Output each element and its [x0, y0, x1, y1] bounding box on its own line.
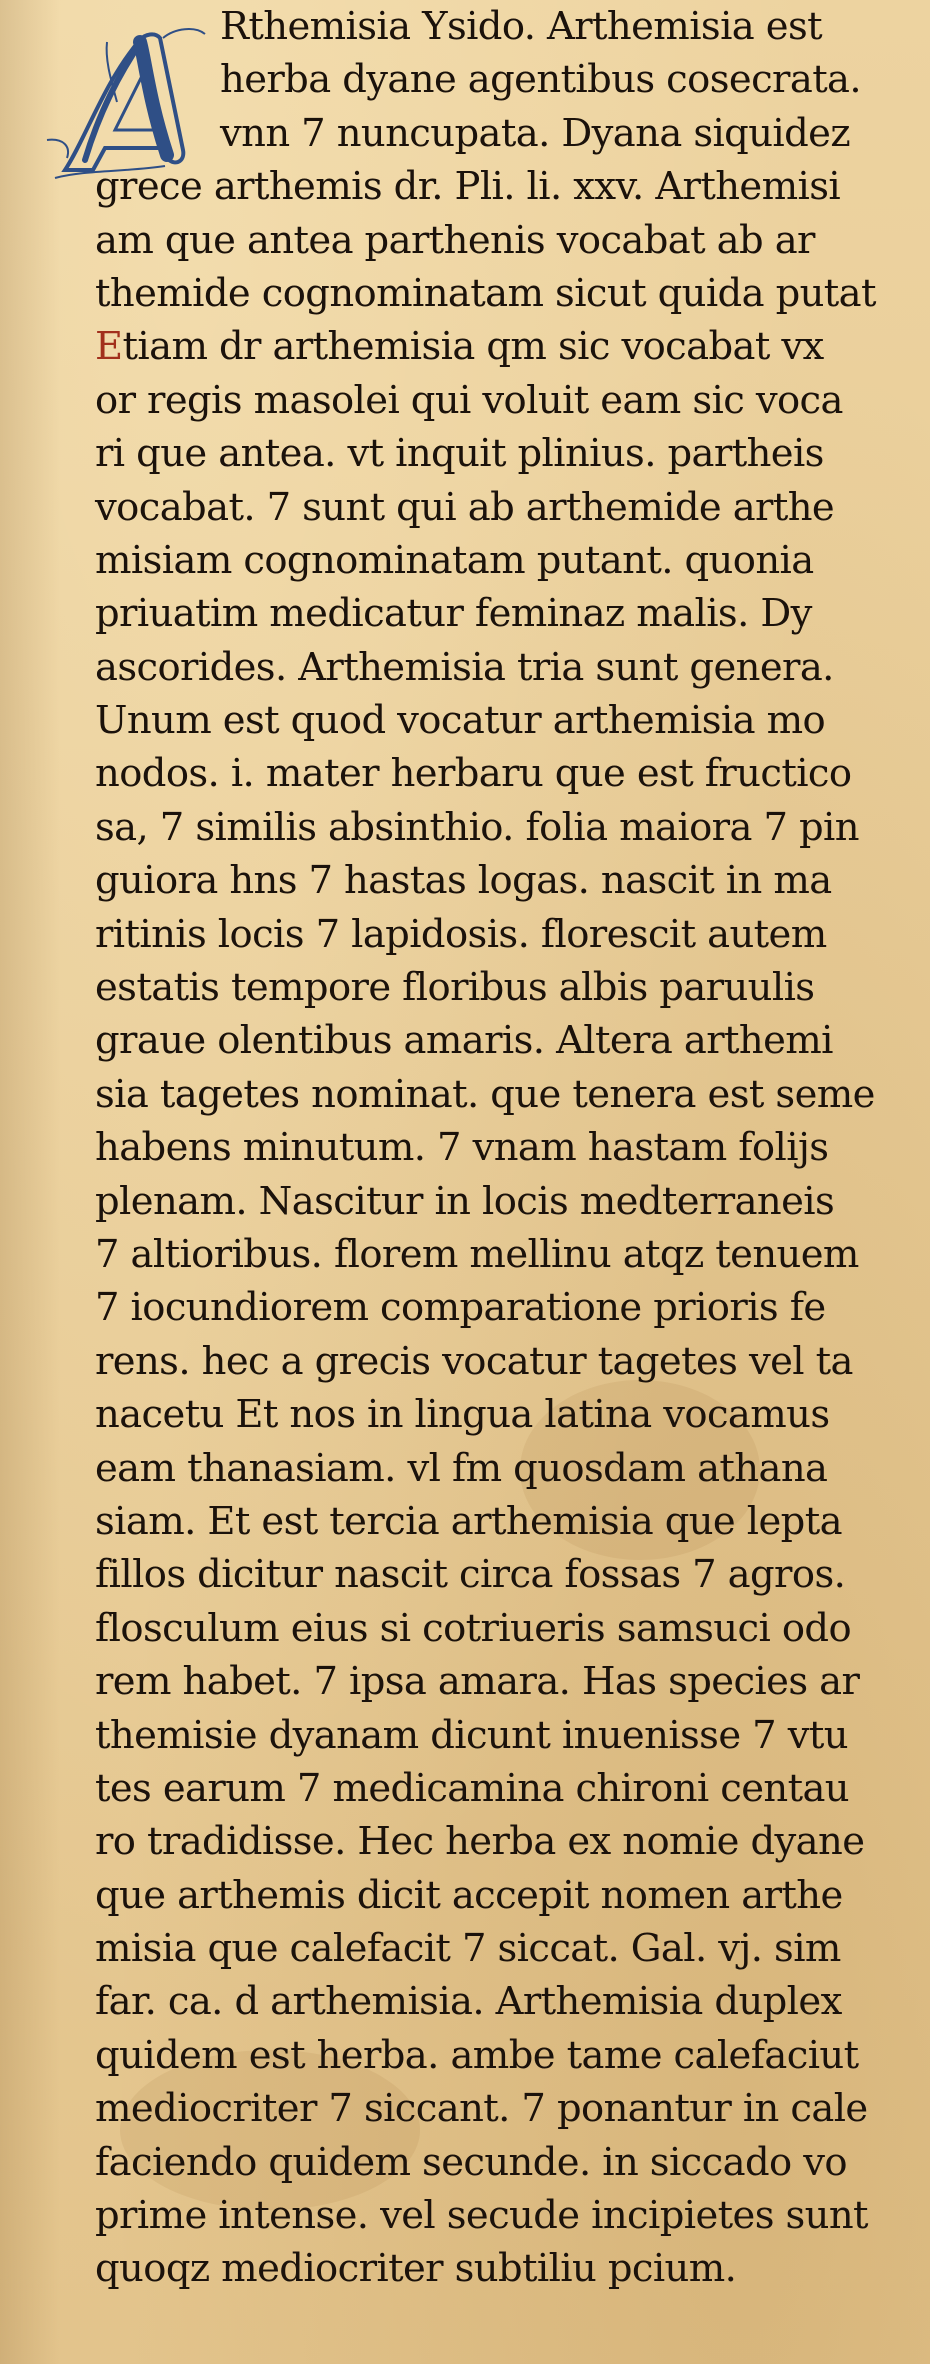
text-line — [95, 1442, 885, 1495]
text-line — [95, 587, 885, 640]
text-line — [95, 267, 885, 320]
text-line — [95, 1388, 885, 1441]
text-line — [95, 1495, 885, 1548]
line-text: tes earum 7 medicamina chironi centau — [95, 1765, 850, 1811]
line-text: habens minutum. 7 vnam hastam folijs — [95, 1125, 829, 1171]
rubric-initial: E — [95, 324, 123, 370]
text-line — [95, 1975, 885, 2028]
line-text: plenam. Nascitur in locis medterraneis — [95, 1178, 835, 1224]
line-text: priuatim medicatur feminaz malis. Dy — [95, 591, 812, 637]
line-text: tiam dr arthemisia qm sic vocabat vx — [122, 324, 824, 370]
text-line — [95, 53, 885, 106]
line-text: Unum est quod vocatur arthemisia mo — [95, 698, 826, 744]
line-text: misia que calefacit 7 siccat. Gal. vj. sim — [95, 1926, 841, 1972]
line-text: faciendo quidem secunde. in siccado vo — [95, 2139, 847, 2185]
line-text: Rthemisia Ysido. Arthemisia est — [220, 4, 822, 49]
text-line — [95, 0, 885, 53]
text-line — [95, 107, 885, 160]
text-line — [95, 2189, 885, 2242]
text-line — [95, 641, 885, 694]
line-text: far. ca. d arthemisia. Arthemisia duplex — [95, 1979, 842, 2025]
line-text: herba dyane agentibus cosecrata. — [220, 57, 862, 103]
text-line — [95, 1014, 885, 1067]
text-line — [95, 1175, 885, 1228]
line-text: 7 altioribus. florem mellinu atqz tenuem — [95, 1231, 859, 1277]
line-text: ri que antea. vt inquit plinius. partheis — [95, 431, 824, 477]
text-line — [95, 854, 885, 907]
line-text: misiam cognominatam putant. quonia — [95, 537, 814, 583]
line-text: quoqz mediocriter subtiliu pcium. — [95, 2246, 737, 2292]
line-text: estatis tempore floribus albis paruulis — [95, 965, 815, 1011]
line-text: quidem est herba. ambe tame calefaciut — [95, 2032, 859, 2078]
line-text: themisie dyanam dicunt inuenisse 7 vtu — [95, 1712, 848, 1758]
line-text: themide cognominatam sicut quida putat — [95, 270, 876, 316]
text-line — [95, 1335, 885, 1388]
text-line — [95, 1281, 885, 1334]
text-line — [95, 160, 885, 213]
text-line — [95, 427, 885, 480]
text-line — [95, 1869, 885, 1922]
line-text: que arthemis dicit accepit nomen arthe — [95, 1872, 843, 1918]
text-line — [95, 1548, 885, 1601]
line-text: ro tradidisse. Hec herba ex nomie dyane — [95, 1819, 865, 1865]
text-line — [95, 1602, 885, 1655]
text-line — [95, 320, 885, 373]
text-line — [95, 374, 885, 427]
text-line — [95, 481, 885, 534]
line-text: nacetu Et nos in lingua latina vocamus — [95, 1392, 830, 1438]
text-line — [95, 534, 885, 587]
text-line — [95, 1762, 885, 1815]
text-line — [95, 2082, 885, 2135]
line-text: ritinis locis 7 lapidosis. florescit autem — [95, 911, 827, 957]
line-text: ascorides. Arthemisia tria sunt genera. — [95, 644, 834, 690]
line-text: siam. Et est tercia arthemisia que lepta — [95, 1498, 842, 1544]
text-line — [95, 2029, 885, 2082]
line-text: sa, 7 similis absinthio. folia maiora 7 pin — [95, 804, 859, 850]
text-line — [95, 1655, 885, 1708]
text-column — [95, 0, 885, 2296]
line-text: flosculum eius si cotriueris samsuci odo — [95, 1605, 852, 1651]
line-text: rens. hec a grecis vocatur tagetes vel ta — [95, 1338, 853, 1384]
line-text: grece arthemis dr. Pli. li. xxv. Arthemisi — [95, 164, 841, 210]
line-text: vocabat. 7 sunt qui ab arthemide arthe — [95, 484, 835, 530]
text-line — [95, 747, 885, 800]
text-line — [95, 908, 885, 961]
line-text: mediocriter 7 siccant. 7 ponantur in cale — [95, 2086, 868, 2132]
line-text: sia tagetes nominat. que tenera est seme — [95, 1071, 875, 1117]
line-text: am que antea parthenis vocabat ab ar — [95, 217, 815, 263]
line-text: nodos. i. mater herbaru que est fructico — [95, 751, 852, 797]
text-line — [95, 801, 885, 854]
line-text: prime intense. vel secude incipietes sunt — [95, 2193, 868, 2239]
line-text: guiora hns 7 hastas logas. nascit in ma — [95, 858, 832, 904]
line-text: rem habet. 7 ipsa amara. Has species ar — [95, 1659, 860, 1705]
text-line — [95, 1228, 885, 1281]
line-text: graue olentibus amaris. Altera arthemi — [95, 1018, 833, 1064]
line-text: eam thanasiam. vl fm quosdam athana — [95, 1445, 828, 1491]
line-text: 7 iocundiorem comparatione prioris fe — [95, 1285, 826, 1331]
text-line — [95, 2136, 885, 2189]
line-text: fillos dicitur nascit circa fossas 7 agros. — [95, 1552, 846, 1598]
text-line — [95, 1922, 885, 1975]
text-line — [95, 1068, 885, 1121]
line-text: vnn 7 nuncupata. Dyana siquidez — [220, 110, 851, 156]
text-line — [95, 961, 885, 1014]
line-text: or regis masolei qui voluit eam sic voca — [95, 377, 843, 423]
text-line — [95, 1815, 885, 1868]
text-line — [95, 214, 885, 267]
text-line — [95, 1709, 885, 1762]
text-line — [95, 2242, 885, 2295]
page-edge-shadow — [0, 0, 60, 2364]
text-line — [95, 694, 885, 747]
text-line — [95, 1121, 885, 1174]
